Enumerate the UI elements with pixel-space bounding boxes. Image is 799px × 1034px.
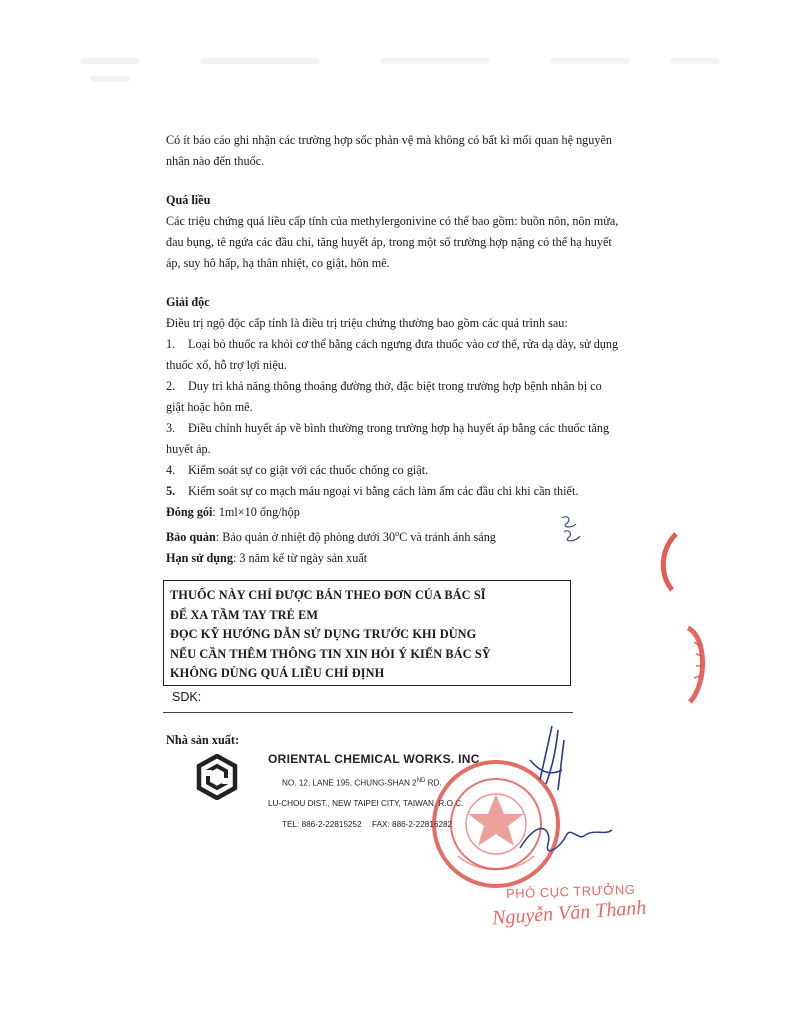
list-item: 3. Điều chỉnh huyết áp về bình thường trong trường hợp hạ huyết áp bằng các thuốc tăng huyết áp.: [166, 421, 610, 456]
faded-header: [80, 56, 720, 86]
overdose-line: Các triệu chứng quá liều cấp tính của methylergonivine có thể bao gồm: buồn nôn, nôn mửa,: [166, 214, 619, 228]
intro-line: nhân nào đến thuốc.: [166, 154, 265, 168]
manufacturer-name: ORIENTAL CHEMICAL WORKS. INC: [268, 752, 480, 766]
warning-line: ĐỌC KỸ HƯỚNG DẪN SỬ DỤNG TRƯỚC KHI DÙNG: [170, 627, 477, 642]
warning-box: [163, 580, 571, 686]
sdk-underline: [163, 712, 573, 713]
storage-line: Bảo quản: Bảo quản ở nhiệt độ phòng dưới 30$^o$C và tránh ánh sáng: [166, 529, 496, 545]
warning-line: NẾU CẦN THÊM THÔNG TIN XIN HỎI Ý KIẾN BÁC SỸ: [170, 646, 491, 661]
manufacturer-address: LU-CHOU DIST., NEW TAIPEI CITY, TAIWAN, R.O.C.: [268, 799, 464, 808]
overdose-line: áp, suy hô hấp, hạ thân nhiệt, co giật, hôn mê.: [166, 256, 390, 270]
overdose-line: đau bụng, tê ngứa các đầu chi, tăng huyết áp, trong một số trường hợp nặng có thể hạ huyết: [166, 235, 612, 249]
intro-line: Có ít báo cáo ghi nhận các trường hợp sốc phản vệ mà không có bất kì mối quan hệ nguyên: [166, 133, 612, 147]
manufacturer-fax: FAX: 886-2-22816282: [372, 820, 453, 829]
signatory-name: Nguyễn Văn Thanh: [491, 896, 647, 930]
list-item: 1. Loại bỏ thuốc ra khỏi cơ thể bằng cách ngưng đưa thuốc vào cơ thể, rửa dạ dày, sử dụng thuốc xổ, hỗ trợ lợi niệu.: [166, 337, 619, 372]
edge-stamp: [648, 532, 708, 722]
packaging-line: Đóng gói: 1ml×10 ống/hộp: [166, 505, 300, 519]
list-item: 4. Kiểm soát sự co giật với các thuốc chống co giật.: [166, 463, 429, 477]
list-item: 5. Kiểm soát sự co mạch máu ngoại vi bằng cách làm ấm các đầu chi khi cần thiết.: [166, 484, 579, 498]
document-body: [166, 130, 636, 569]
initials-signature: [558, 512, 584, 546]
overdose-heading: Quá liều: [166, 193, 211, 207]
shelf-life-line: Hạn sử dụng: 3 năm kể từ ngày sản xuất: [166, 551, 368, 566]
sdk-label: SDK:: [172, 690, 202, 704]
company-logo-icon: [196, 754, 238, 800]
handwritten-signature: [500, 720, 630, 880]
manufacturer-address: NO. 12, LANE 195, CHUNG-SHAN 2ND RD.: [282, 778, 442, 788]
signatory-title: PHÓ CỤC TRƯỞNG: [505, 881, 636, 902]
antidote-heading: Giải độc: [166, 295, 210, 309]
warning-line: THUỐC NÀY CHỈ ĐƯỢC BÁN THEO ĐƠN CỦA BÁC SĨ: [170, 588, 486, 602]
list-item: 2. Duy trì khả năng thông thoáng đường thở, đặc biệt trong trường hợp bệnh nhân bị co giật hoặc hôn mê.: [166, 379, 602, 414]
warning-line: ĐỂ XA TẦM TAY TRẺ EM: [170, 607, 319, 622]
manufacturer-tel: TEL: 886-2-22815252: [282, 820, 362, 829]
warning-line: KHÔNG DÙNG QUÁ LIỀU CHỈ ĐỊNH: [170, 666, 385, 681]
antidote-intro: Điều trị ngộ độc cấp tính là điều trị triệu chứng thường bao gồm các quá trình sau:: [166, 316, 568, 330]
manufacturer-label: Nhà sản xuất:: [166, 733, 240, 747]
